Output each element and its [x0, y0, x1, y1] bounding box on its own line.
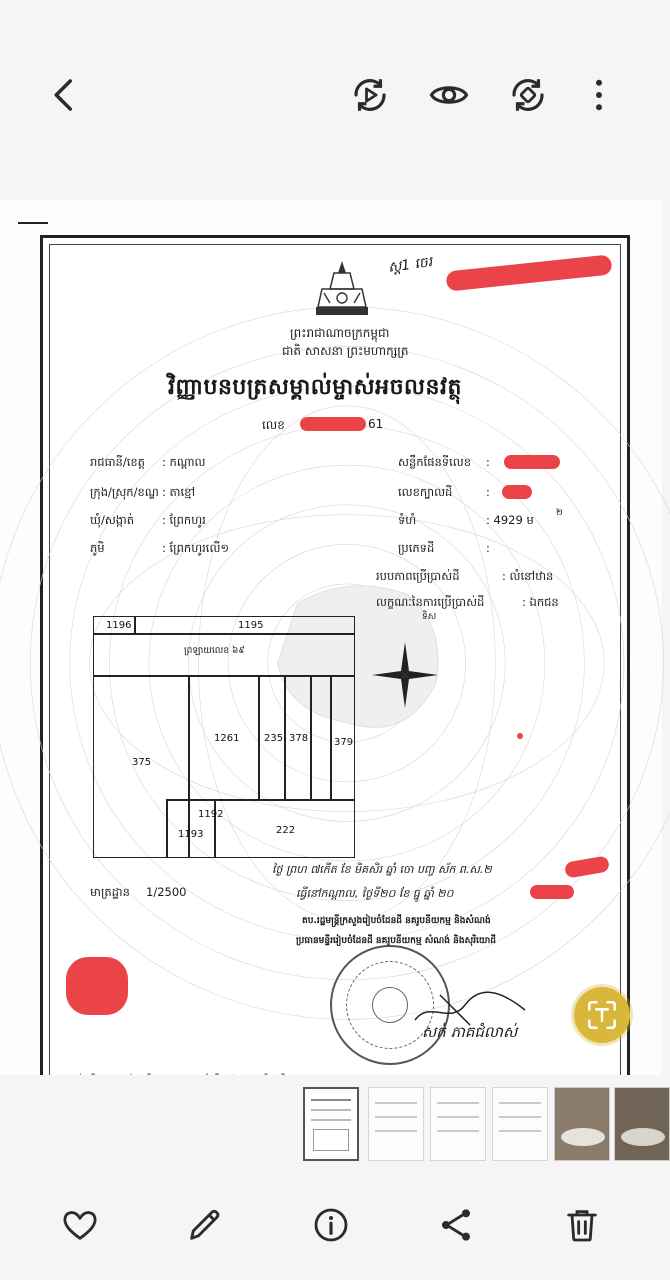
field-label-province: រាជធានី/ខេត្ត — [90, 455, 145, 469]
redaction-mark — [530, 885, 574, 899]
field-value-parcel-number: : — [486, 485, 490, 499]
delete-button[interactable] — [557, 1200, 607, 1250]
thumbnail-item[interactable] — [430, 1087, 486, 1161]
field-value-ownership-type: : ឯកជន — [522, 595, 559, 609]
view-icon — [428, 74, 470, 116]
red-dot-mark — [517, 733, 523, 739]
field-value-district: : តាខ្មៅ — [162, 485, 196, 499]
thumbnail-item[interactable] — [368, 1087, 424, 1161]
bottom-toolbar — [0, 1175, 662, 1280]
more-icon — [578, 74, 620, 116]
signature-caption: សក់ ភាគជំលាស់ — [422, 1023, 518, 1041]
trash-icon — [562, 1205, 602, 1245]
edit-button[interactable] — [180, 1200, 230, 1250]
signatory-department: ប្រធានមន្ទីររៀបចំដែនដី នគរូបនីយកម្ម សំណង់ និងសុរិយោដី — [296, 936, 496, 946]
signatory-ministry: តប.រដ្ឋមន្ត្រីក្រសួងរៀបចំដែនដី នគរូបនីយកម្ម និងសំណង់ — [302, 916, 491, 926]
royal-crest-icon — [312, 259, 372, 321]
certificate-number-value: 61 — [368, 417, 384, 431]
details-button[interactable] — [306, 1200, 356, 1250]
issue-date-line: ធ្វើនៅកណ្ដាល, ថ្ងៃទី២០ ខែ ធ្នូ ឆ្នាំ ២០ — [296, 887, 454, 900]
plot-number: 1195 — [238, 620, 264, 631]
certificate-number-label: លេខ — [262, 418, 285, 432]
plot-number: 1193 — [178, 829, 204, 840]
scan-text-icon — [585, 998, 619, 1032]
back-button[interactable] — [40, 70, 90, 120]
redaction-mark — [504, 455, 560, 469]
thumbnail-item-current[interactable] — [303, 1087, 359, 1161]
plot-number: 1192 — [198, 809, 224, 820]
remaster-icon — [507, 74, 549, 116]
land-title-certificate — [40, 235, 630, 1105]
plot-number: 235 — [264, 733, 284, 744]
scale-value: 1/2500 — [146, 885, 187, 899]
heart-icon — [60, 1205, 100, 1245]
scan-edge-mark — [18, 222, 48, 224]
compass-label: ទិស — [422, 612, 437, 622]
redaction-mark — [66, 957, 128, 1015]
lunar-date-line: ថ្ងៃ ព្រហ ៧កើត ខែ មិគសិរ ឆ្នាំ ចោ បញ្ច ស័ក ព.ស.២ — [272, 863, 492, 876]
redaction-mark — [300, 417, 366, 431]
more-options-button[interactable] — [574, 70, 624, 120]
field-value-map-sheet: : — [486, 455, 490, 469]
field-value-land-use: : លំនៅឋាន — [502, 569, 554, 583]
field-label-area: ទំហំ — [398, 513, 417, 527]
remaster-button[interactable] — [503, 70, 553, 120]
scale-label: មាត្រដ្ឋាន — [90, 885, 130, 899]
image-viewer[interactable] — [0, 200, 662, 1075]
plot-number: 1261 — [214, 733, 240, 744]
field-label-parcel-number: លេខក្បាលដី — [398, 485, 453, 499]
text-scan-button[interactable] — [574, 987, 630, 1043]
field-label-ownership-type: លក្ខណៈនៃការប្រើប្រាស់ដី — [376, 595, 485, 609]
field-label-land-use: របបភាពប្រើប្រាស់ដី — [376, 569, 460, 583]
info-icon — [311, 1205, 351, 1245]
certificate-border — [49, 244, 621, 1102]
field-label-map-sheet: សន្លឹកផែនទីលេខ — [398, 455, 471, 469]
field-label-district: ក្រុង/ស្រុក/ខណ្ឌ — [90, 485, 159, 499]
nation-motto: ជាតិ សាសនា ព្រះមហាក្សត្រ — [282, 344, 409, 358]
back-icon — [44, 74, 86, 116]
certificate-title: វិញ្ញាបនបត្រសម្គាល់ម្ចាស់អចលនវត្ថុ — [168, 375, 462, 400]
field-label-commune: ឃុំ/សង្កាត់ — [90, 513, 135, 527]
motion-photo-icon — [349, 74, 391, 116]
share-icon — [436, 1205, 476, 1245]
field-value-area: : 4929 ម — [486, 513, 534, 527]
thumbnail-strip[interactable] — [0, 1075, 662, 1175]
field-value-commune: : ព្រែកហូរ — [162, 513, 206, 527]
field-label-land-type: ប្រភេទដី — [398, 541, 435, 555]
north-arrow-icon — [370, 640, 440, 710]
plot-number: 379 — [334, 737, 354, 748]
plot-number: 1196 — [106, 620, 132, 631]
top-toolbar — [0, 0, 662, 200]
thumbnail-item-photo[interactable] — [554, 1087, 610, 1161]
redaction-mark — [502, 485, 532, 499]
field-value-province: : កណ្ដាល — [162, 455, 206, 469]
cadastral-map — [93, 616, 355, 858]
field-value-village: : ព្រែកហូរលើ១ — [162, 541, 230, 555]
pencil-icon — [185, 1205, 225, 1245]
plot-number: 222 — [276, 825, 296, 836]
field-value-land-type: : — [486, 541, 490, 555]
area-unit-superscript: ២ — [556, 508, 563, 518]
plot-number: 378 — [289, 733, 309, 744]
favorite-button[interactable] — [55, 1200, 105, 1250]
thumbnail-item[interactable] — [492, 1087, 548, 1161]
kingdom-header: ព្រះរាជាណាចក្រកម្ពុជា — [290, 326, 390, 340]
plot-number: 375 — [132, 757, 152, 768]
thumbnail-item-photo[interactable] — [614, 1087, 670, 1161]
share-button[interactable] — [431, 1200, 481, 1250]
field-label-village: ភូមិ — [90, 541, 105, 555]
handwritten-note: ស្ដ1 ចេរ — [387, 253, 434, 277]
motion-photo-button[interactable] — [345, 70, 395, 120]
road-label: ព្រឡាយលេខ ៦៩ — [184, 646, 245, 656]
view-button[interactable] — [424, 70, 474, 120]
